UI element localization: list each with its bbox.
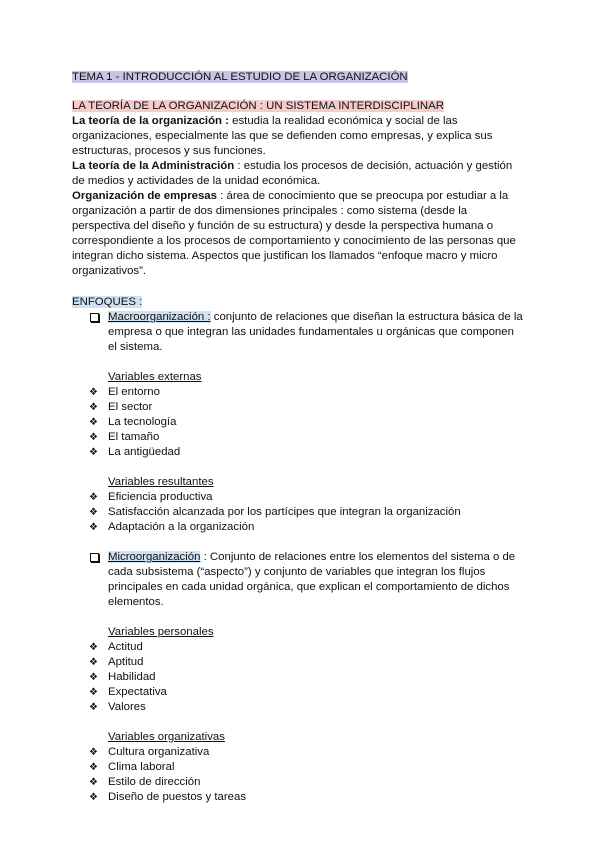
variables-resultantes-heading: Variables resultantes <box>108 476 214 488</box>
checkbox-bullet-icon <box>90 553 99 562</box>
diamond-bullet-icon: ❖ <box>89 447 98 458</box>
list-item: ❖ Cultura organizativa <box>89 746 210 758</box>
list-item: ❖ Satisfacción alcanzada por los partícipes que integran la organización <box>89 506 461 518</box>
diamond-bullet-icon: ❖ <box>89 387 98 398</box>
diamond-bullet-icon: ❖ <box>89 522 98 533</box>
list-item: ❖ El tamaño <box>89 431 160 443</box>
variables-personales-heading: Variables personales <box>108 626 214 638</box>
variables-externas-list <box>72 385 524 460</box>
variables-organizativas-heading: Variables organizativas <box>108 731 225 743</box>
checkbox-bullet-icon <box>90 313 99 322</box>
diamond-bullet-icon: ❖ <box>89 507 98 518</box>
list-item: ❖ La tecnología <box>89 416 177 428</box>
list-item: ❖ Adaptación a la organización <box>89 521 255 533</box>
list-item: ❖ Eficiencia productiva <box>89 491 213 503</box>
macroorganizacion-item: Macroorganización : conjunto de relaciones que diseñan la estructura básica de la empresa o que integran las unidades fundamentales u orgánicas que componen el sistema. <box>72 310 524 355</box>
document-page <box>72 70 524 805</box>
diamond-bullet-icon: ❖ <box>89 687 98 698</box>
variables-organizativas-list <box>72 745 524 805</box>
list-item: ❖ Diseño de puestos y tareas <box>89 791 247 803</box>
diamond-bullet-icon: ❖ <box>89 792 98 803</box>
list-item: ❖ El sector <box>89 401 153 413</box>
diamond-bullet-icon: ❖ <box>89 432 98 443</box>
variables-personales-list <box>72 640 524 715</box>
definition-teoria-organizacion: La teoría de la organización : estudia la realidad económica y social de las organizaciones, especialmente las que se defienden como empresas, y explica sus estructuras, procesos y sus funciones. <box>72 115 493 157</box>
list-item: ❖ Clima laboral <box>89 761 175 773</box>
definition-teoria-administracion: La teoría de la Administración : estudia los procesos de decisión, actuación y gestión de medios y actividades de la unidad económica. <box>72 160 513 187</box>
diamond-bullet-icon: ❖ <box>89 657 98 668</box>
document-title: TEMA 1 - INTRODUCCIÓN AL ESTUDIO DE LA ORGANIZACIÓN <box>72 71 408 83</box>
diamond-bullet-icon: ❖ <box>89 417 98 428</box>
list-item: ❖ Expectativa <box>89 686 167 698</box>
list-item: ❖ Estilo de dirección <box>89 776 201 788</box>
diamond-bullet-icon: ❖ <box>89 642 98 653</box>
list-item: ❖ Actitud <box>89 641 143 653</box>
diamond-bullet-icon: ❖ <box>89 747 98 758</box>
list-item: ❖ Habilidad <box>89 671 156 683</box>
diamond-bullet-icon: ❖ <box>89 492 98 503</box>
variables-externas-heading: Variables externas <box>108 371 202 383</box>
definition-organizacion-empresas: Organización de empresas : área de conocimiento que se preocupa por estudiar a la organización a partir de dos dimensiones principales : como sistema (desde la perspectiva del diseño y función de su estructura) y desde la perspectiva humana o correspondiente a los procesos de comportamiento y conocimiento de las personas que integran dicho sistema. Aspectos que justifican los llamados “enfoque macro y micro organizativos”. <box>72 190 516 277</box>
list-item: ❖ Valores <box>89 701 146 713</box>
list-item: ❖ La antigüedad <box>89 446 181 458</box>
diamond-bullet-icon: ❖ <box>89 672 98 683</box>
microorganizacion-item: Microorganización : Conjunto de relaciones entre los elementos del sistema o de cada subsistema (“aspecto”) y conjunto de variables que integran los flujos principales en cada unidad orgánica, que explican el comportamiento de dichos elementos. <box>72 550 524 610</box>
list-item: ❖ El entorno <box>89 386 160 398</box>
diamond-bullet-icon: ❖ <box>89 402 98 413</box>
diamond-bullet-icon: ❖ <box>89 777 98 788</box>
variables-resultantes-list <box>72 490 524 535</box>
diamond-bullet-icon: ❖ <box>89 762 98 773</box>
diamond-bullet-icon: ❖ <box>89 702 98 713</box>
section-heading: LA TEORÍA DE LA ORGANIZACIÓN : UN SISTEMA INTERDISCIPLINAR <box>72 100 444 112</box>
list-item: ❖ Aptitud <box>89 656 144 668</box>
enfoques-heading: ENFOQUES : <box>72 296 143 308</box>
